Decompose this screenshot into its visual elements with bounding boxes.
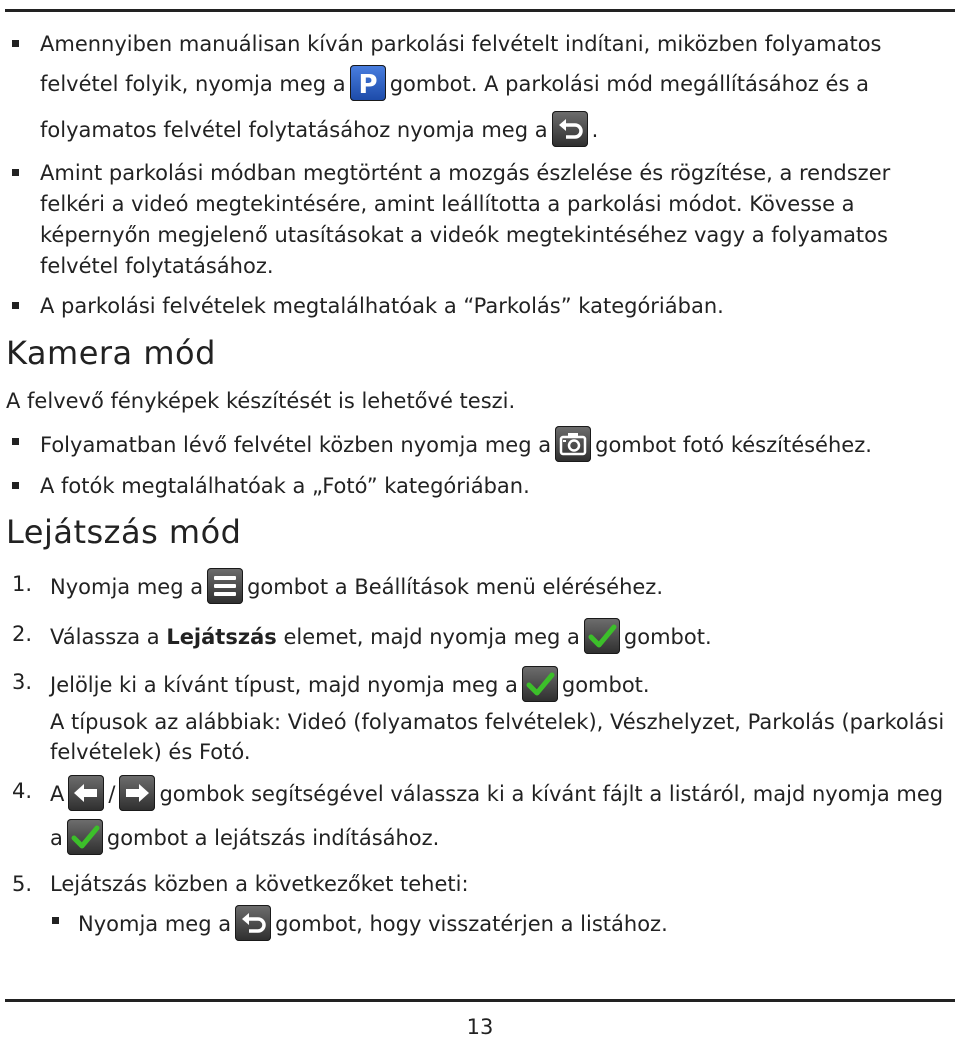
right-arrow-icon [119,775,155,811]
step-text: Lejátszás közben a következőket teheti: [50,872,469,896]
text-span: Nyomja meg a [78,912,232,936]
text-span: A [50,782,65,806]
bold-term: Lejátszás [166,625,277,649]
step-text [50,620,712,656]
camera-icon [555,426,591,462]
text-span: Folyamatban lévő felvétel közben nyomja meg a [40,433,552,457]
text-span: folyamatos felvétel folytatásához nyomja meg a [40,118,548,142]
back-arrow-icon [235,905,271,941]
bullet-marker [12,482,19,489]
bullet-marker [52,917,59,924]
step-text [50,777,943,813]
bullet-marker [12,169,19,176]
menu-icon [207,568,243,604]
paragraph-line: felvétel folytatásához. [40,254,274,278]
text-span: Nyomja meg a [50,575,204,599]
text-span: gombot fotó készítéséhez. [595,433,872,457]
step-note: felvételek) és Fotó. [50,740,251,764]
step-number: 4. [12,779,33,803]
step-text [50,668,650,704]
text-span: a [50,826,63,850]
text-span: gombot. [561,673,650,697]
page-number: 13 [466,1015,494,1039]
checkmark-icon [584,618,620,654]
svg-text:P: P [358,70,378,100]
text-span: Jelölje ki a kívánt típust, majd nyomja meg a [50,673,518,697]
paragraph-line [40,428,872,464]
step-text [50,570,663,606]
parking-icon [350,65,386,101]
paragraph-line [40,67,869,103]
text-span: gombot. [623,625,712,649]
text-span: . [591,118,599,142]
text-span: gombot a lejátszás indításához. [106,826,440,850]
text-span: elemet, majd nyomja meg a [283,625,580,649]
text-span: gombot a Beállítások menü eléréséhez. [247,575,663,599]
paragraph-line: A fotók megtalálhatóak a „Fotó” kategóriában. [40,474,530,498]
back-arrow-icon [552,111,588,147]
bullet-marker [12,438,19,445]
paragraph-line: A parkolási felvételek megtalálhatóak a “Parkolás” kategóriában. [40,294,724,318]
bullet-marker [12,40,19,47]
paragraph-line [40,113,598,149]
text-span: gombok segítségével válassza ki a kívánt fájlt a listáról, majd nyomja meg [159,782,944,806]
step-text [50,821,439,857]
paragraph-line: felkéri a videó megtekintésére, amint leállította a parkolási módot. Kövesse a [40,192,855,216]
step-number: 1. [12,572,33,596]
bottom-rule [5,999,955,1002]
text-span: gombot, hogy visszatérjen a listához. [275,912,668,936]
section-heading-camera: Kamera mód [6,334,216,372]
text-span: felvétel folyik, nyomja meg a [40,72,346,96]
left-arrow-icon [68,775,104,811]
text-span: Válassza a [50,625,160,649]
step-number: 5. [12,872,33,896]
text-span: gombot. A parkolási mód megállításához és a [389,72,869,96]
step-subitem [78,907,668,943]
paragraph-line: képernyőn megjelenő utasításokat a videók megtekintéséhez vagy a folyamatos [40,223,888,247]
checkmark-icon [522,666,558,702]
bullet-marker [12,302,19,309]
section-heading-playback: Lejátszás mód [6,513,242,551]
paragraph-line: Amennyiben manuálisan kíván parkolási felvételt indítani, miközben folyamatos [40,32,882,56]
text-span: / [108,782,116,806]
paragraph-line: A felvevő fényképek készítését is lehetővé teszi. [6,389,516,413]
checkmark-icon [67,819,103,855]
top-rule [5,9,955,12]
step-note: A típusok az alábbiak: Videó (folyamatos felvételek), Vészhelyzet, Parkolás (parkolási [50,710,945,734]
paragraph-line: Amint parkolási módban megtörtént a mozgás észlelése és rögzítése, a rendszer [40,161,891,185]
step-number: 3. [12,670,33,694]
step-number: 2. [12,622,33,646]
